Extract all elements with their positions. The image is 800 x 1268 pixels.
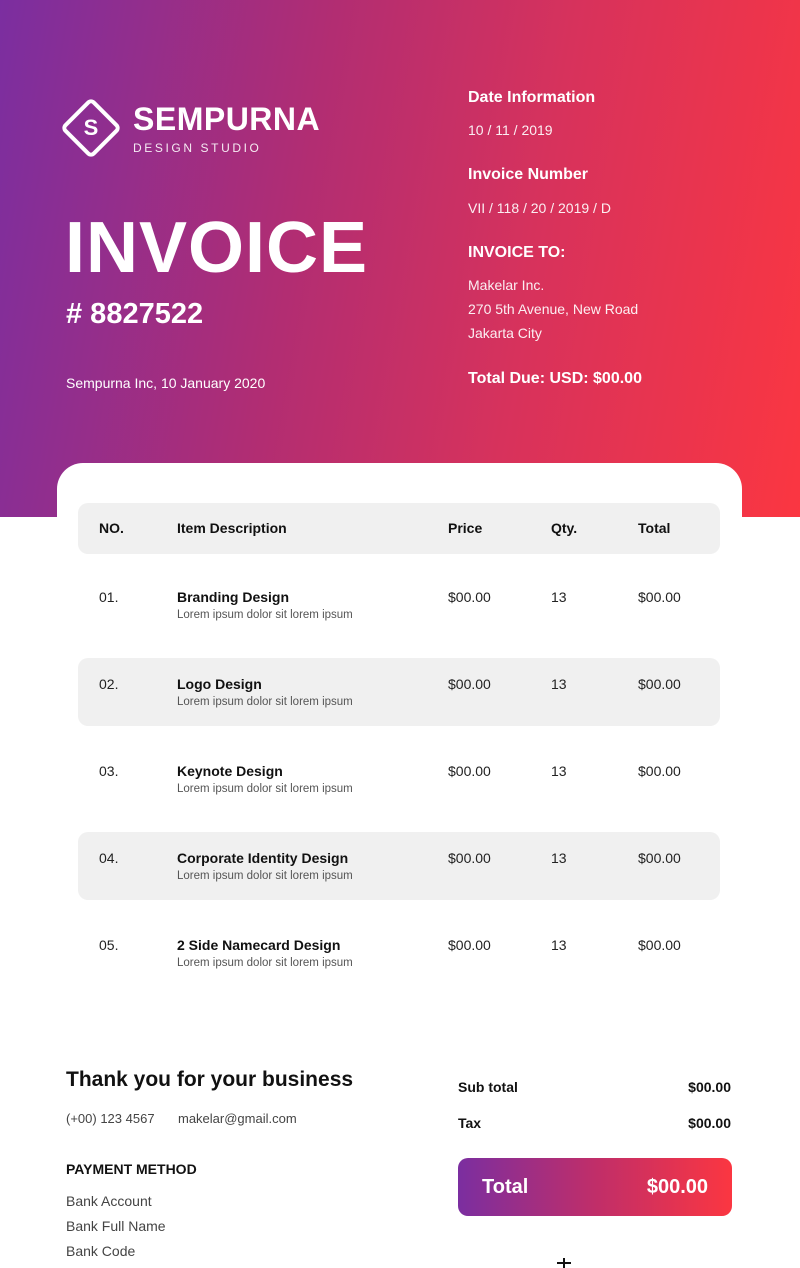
invoice-header-banner [0, 0, 800, 517]
client-name: Makelar Inc. [468, 277, 545, 293]
header-total: Total [638, 520, 671, 536]
row-number: 04. [99, 850, 119, 866]
contact-phone: (+00) 123 4567 [66, 1111, 155, 1126]
payment-bank-full-name: Bank Full Name [66, 1218, 166, 1234]
item-description: Lorem ipsum dolor sit lorem ipsum [177, 696, 353, 708]
item-price: $00.00 [448, 676, 491, 692]
client-address: 270 5th Avenue, New Road [468, 301, 639, 317]
item-price: $00.00 [448, 937, 491, 953]
item-total: $00.00 [638, 850, 681, 866]
item-total: $00.00 [638, 763, 681, 779]
item-price: $00.00 [448, 763, 491, 779]
item-title: Branding Design [177, 589, 290, 605]
table-row [78, 919, 720, 987]
invoice-number: # 8827522 [66, 298, 204, 330]
item-qty: 13 [551, 589, 567, 605]
item-price: $00.00 [448, 589, 491, 605]
payment-bank-account: Bank Account [66, 1193, 152, 1209]
header-qty: Qty. [551, 520, 578, 536]
thank-you-heading: Thank you for your business [66, 1068, 354, 1091]
row-number: 02. [99, 676, 119, 692]
tax-value: $00.00 [688, 1115, 731, 1131]
header-description: Item Description [177, 520, 287, 536]
payment-method-title: PAYMENT METHOD [66, 1161, 197, 1177]
invoice-number-label: Invoice Number [468, 166, 589, 183]
item-title: Keynote Design [177, 763, 283, 779]
item-qty: 13 [551, 676, 567, 692]
client-city: Jakarta City [468, 325, 542, 341]
brand-name: SEMPURNA [133, 100, 321, 137]
date-value: 10 / 11 / 2019 [468, 122, 553, 138]
invoice-title: INVOICE [65, 208, 369, 288]
item-title: 2 Side Namecard Design [177, 937, 341, 953]
row-number: 01. [99, 589, 119, 605]
row-number: 03. [99, 763, 119, 779]
item-description: Lorem ipsum dolor sit lorem ipsum [177, 957, 353, 969]
payment-bank-code: Bank Code [66, 1243, 136, 1259]
table-row [78, 658, 720, 726]
item-price: $00.00 [448, 850, 491, 866]
item-description: Lorem ipsum dolor sit lorem ipsum [177, 870, 353, 882]
diamond-logo-icon [58, 95, 124, 161]
table-header [78, 503, 720, 554]
item-qty: 13 [551, 763, 567, 779]
item-total: $00.00 [638, 676, 681, 692]
issuer-line: Sempurna Inc, 10 January 2020 [66, 375, 266, 391]
item-total: $00.00 [638, 589, 681, 605]
subtotal-value: $00.00 [688, 1079, 731, 1095]
item-total: $00.00 [638, 937, 681, 953]
grand-total-label: Total [482, 1176, 529, 1198]
table-row [78, 745, 720, 813]
date-label: Date Information [468, 89, 596, 106]
item-qty: 13 [551, 937, 567, 953]
contact-email[interactable]: makelar@gmail.com [178, 1111, 297, 1126]
grand-total-value: $00.00 [646, 1176, 708, 1198]
item-title: Logo Design [177, 676, 262, 692]
total-due: Total Due: USD: $00.00 [468, 370, 642, 387]
invoice-number-value: VII / 118 / 20 / 2019 / D [468, 200, 611, 216]
text-cursor-icon [557, 1262, 571, 1268]
item-description: Lorem ipsum dolor sit lorem ipsum [177, 783, 353, 795]
item-qty: 13 [551, 850, 567, 866]
grand-total-box [458, 1158, 732, 1216]
item-description: Lorem ipsum dolor sit lorem ipsum [177, 609, 353, 621]
tax-label: Tax [458, 1115, 482, 1131]
invoice-to-label: INVOICE TO: [468, 244, 566, 261]
header-no: NO. [99, 520, 124, 536]
logo-letter: S [83, 115, 99, 140]
row-number: 05. [99, 937, 119, 953]
item-title: Corporate Identity Design [177, 850, 349, 866]
header-price: Price [448, 520, 483, 536]
brand-logo [58, 95, 320, 161]
brand-tagline: DESIGN STUDIO [133, 140, 262, 155]
table-row [78, 571, 720, 639]
table-row [78, 832, 720, 900]
subtotal-label: Sub total [458, 1079, 518, 1095]
